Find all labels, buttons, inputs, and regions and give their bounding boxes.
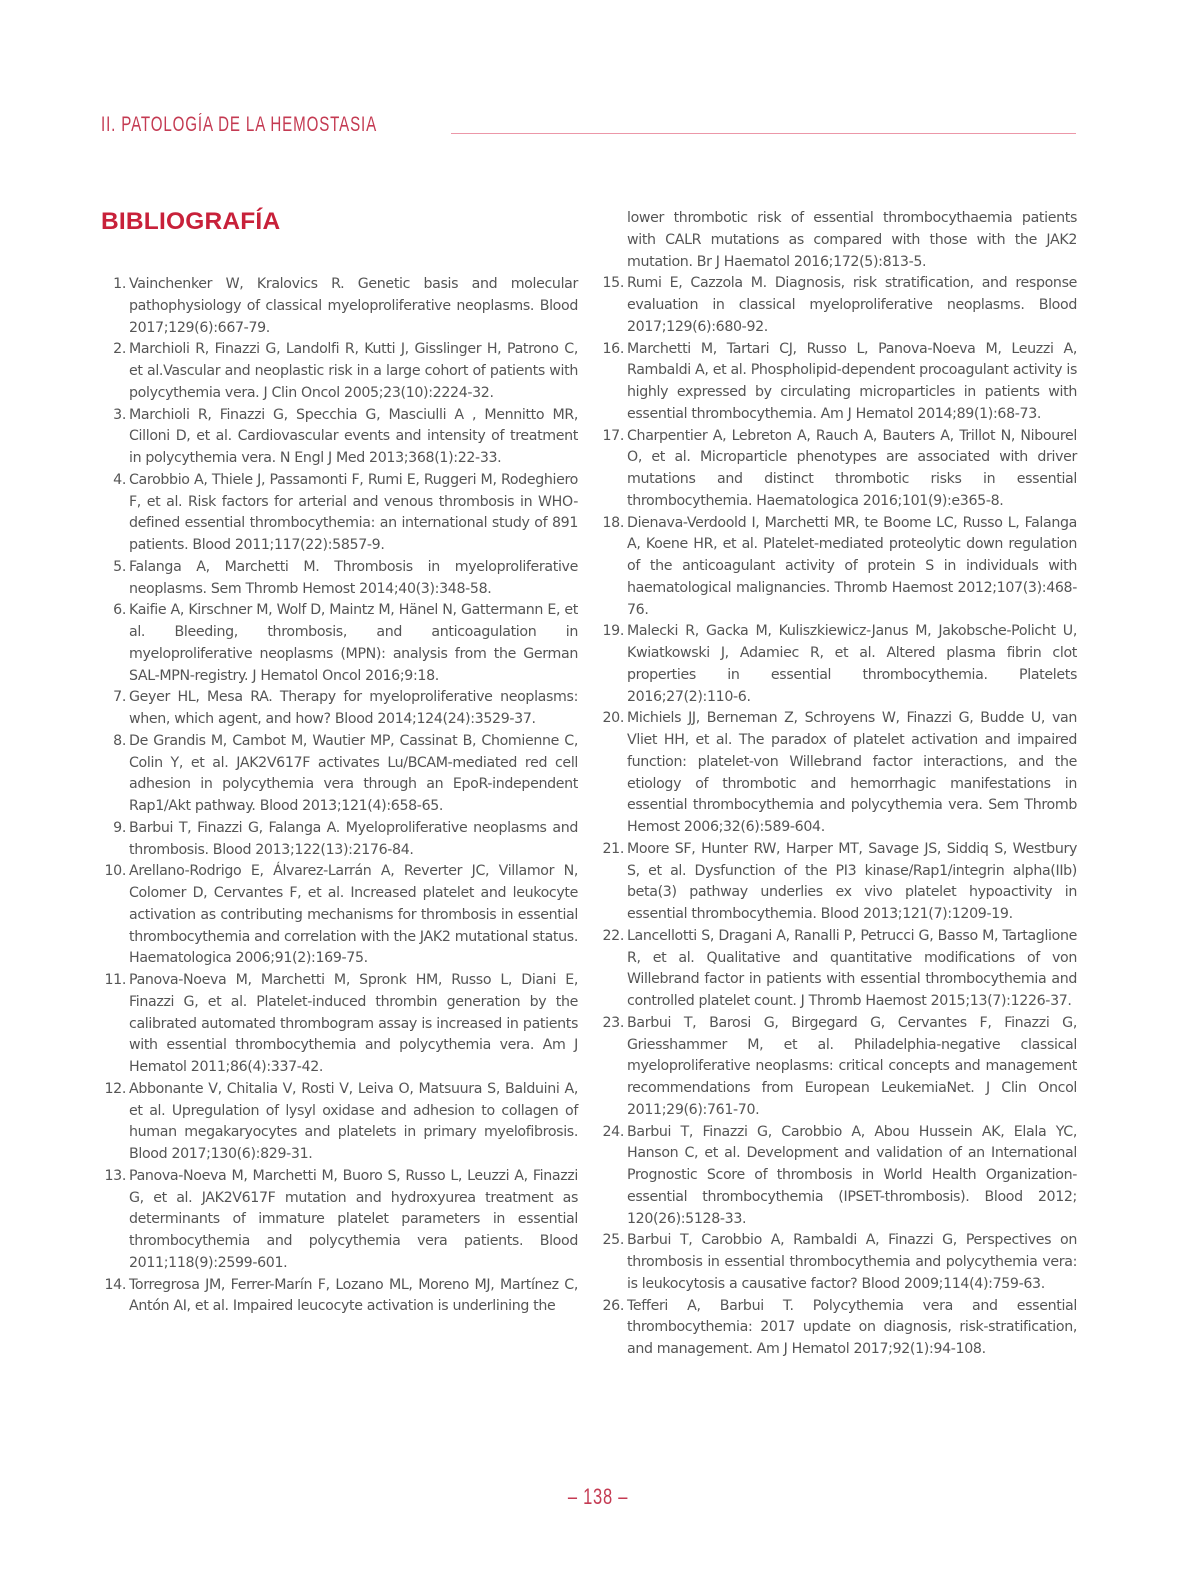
reference-text: Torregrosa JM, Ferrer-Marín F, Lozano ML, Moreno MJ, Martínez C, Antón AI, et al. Impaired leucocyte activation is underlining the <box>129 1276 578 1315</box>
reference-number: 26. <box>602 1297 624 1314</box>
reference-item <box>600 273 1077 338</box>
reference-item <box>600 1230 1077 1295</box>
reference-text: Abbonante V, Chitalia V, Rosti V, Leiva O, Matsuura S, Balduini A, et al. Upregulation of lysyl oxidase and adhesion to collagen of human megakaryocytes and platelets in primary myelofibrosis. Blood 2017;130(6):829-31. <box>129 1080 578 1162</box>
reference-text: Barbui T, Finazzi G, Carobbio A, Abou Hussein AK, Elala YC, Hanson C, et al. Development and validation of an International Prognostic Score of thrombosis in World Health Organization-essential thrombocythemia (IPSET-thrombosis). Blood 2012; 120(26):5128-33. <box>627 1123 1077 1227</box>
reference-text: Charpentier A, Lebreton A, Rauch A, Bauters A, Trillot N, Nibourel O, et al. Microparticle phenotypes are associated with driver mutations and distinct thrombotic risks in essential thrombocythemia. Haematologica 2016;101(9):e365-8. <box>627 427 1077 509</box>
reference-text: Moore SF, Hunter RW, Harper MT, Savage JS, Siddiq S, Westbury S, et al. Dysfunction of the PI3 kinase/Rap1/integrin alpha(IIb) beta(3) pathway underlies ex vivo platelet hypoactivity in essential thrombocythemia. Blood 2013;121(7):1209-19. <box>627 840 1077 922</box>
reference-item <box>102 339 578 404</box>
reference-item <box>600 926 1077 1013</box>
reference-item <box>102 557 578 601</box>
reference-number: 3. <box>113 406 126 423</box>
reference-number: 11. <box>104 972 126 988</box>
reference-number: 15. <box>602 275 624 292</box>
reference-number: 12. <box>104 1080 126 1097</box>
reference-text: Panova-Noeva M, Marchetti M, Spronk HM, Russo L, Diani E, Finazzi G, et al. Platelet-induced thrombin generation by the calibrated automated thrombogram assay is increased in patients with essential thrombocythemia and polycythemia vera. Am J Hematol 2011;86(4):337-42. <box>129 972 578 1075</box>
reference-text: Falanga A, Marchetti M. Thrombosis in myeloproliferative neoplasms. Sem Thromb Hemost 2014;40(3):348-58. <box>129 558 578 597</box>
reference-number: 14. <box>104 1276 126 1293</box>
reference-item <box>102 405 578 470</box>
reference-number: 7. <box>113 689 126 706</box>
reference-number: 2. <box>113 341 126 358</box>
reference-number: 25. <box>602 1232 624 1249</box>
reference-item <box>600 1122 1077 1231</box>
running-header-title: II. PATOLOGÍA DE LA HEMOSTASIA <box>101 113 378 136</box>
reference-text: Barbui T, Finazzi G, Falanga A. Myeloproliferative neoplasms and thrombosis. Blood 2013;122(13):2176-84. <box>129 819 578 858</box>
reference-text: Carobbio A, Thiele J, Passamonti F, Rumi E, Ruggeri M, Rodeghiero F, et al. Risk factors for arterial and venous thrombosis in WHO-defined essential thrombocythemia: an international study of 891 patients. Blood 2011;117(22):5857-9. <box>129 471 578 553</box>
reference-number: 17. <box>602 427 624 444</box>
reference-item <box>102 274 578 339</box>
reference-number: 18. <box>602 514 624 531</box>
reference-item <box>102 818 578 862</box>
reference-item <box>102 1275 578 1319</box>
reference-item <box>600 426 1077 513</box>
reference-number: 6. <box>113 602 126 619</box>
reference-item <box>102 861 578 970</box>
reference-number: 20. <box>602 710 624 727</box>
reference-number: 19. <box>602 623 624 640</box>
page-number: – 138 – <box>567 1484 629 1509</box>
running-header <box>101 112 1076 136</box>
reference-number: 9. <box>113 819 126 836</box>
reference-text: Marchioli R, Finazzi G, Specchia G, Masciulli A , Mennitto MR, Cilloni D, et al. Cardiovascular events and intensity of treatment in polycythemia vera. N Engl J Med 2013;368(1):22-33. <box>129 406 578 466</box>
reference-number: 1. <box>113 276 126 292</box>
reference-text: Panova-Noeva M, Marchetti M, Buoro S, Russo L, Leuzzi A, Finazzi G, et al. JAK2V617F mutation and hydroxyurea treatment as determinants of immature platelet parameters in essential thrombocythemia and polycythemia vera patients. Blood 2011;118(9):2599-601. <box>129 1167 578 1271</box>
reference-text: Barbui T, Barosi G, Birgegard G, Cervantes F, Finazzi G, Griesshammer M, et al. Philadelphia-negative classical myeloproliferative neoplasms: critical concepts and management recommendations from European LeukemiaNet. J Clin Oncol 2011;29(6):761-70. <box>627 1014 1077 1118</box>
reference-text: Kaifie A, Kirschner M, Wolf D, Maintz M, Hänel N, Gattermann E, et al. Bleeding, thrombosis, and anticoagulation in myeloproliferative neoplasms (MPN): analysis from the German SAL-MPN-registry. J Hematol Oncol 2016;9:18. <box>129 602 578 684</box>
reference-item <box>102 687 578 731</box>
reference-text: Lancellotti S, Dragani A, Ranalli P, Petrucci G, Basso M, Tartaglione R, et al. Qualitative and quantitative modifications of von Willebrand factor in patients with essential thrombocythemia and controlled platelet count. J Thromb Haemost 2015;13(7):1226-37. <box>627 927 1077 1009</box>
reference-number: 24. <box>602 1123 624 1140</box>
reference-number: 4. <box>113 471 126 488</box>
references-left-column <box>102 274 578 1318</box>
reference-number: 16. <box>602 340 624 357</box>
reference-number: 22. <box>602 927 624 944</box>
reference-number: 13. <box>104 1167 126 1184</box>
reference-text: Geyer HL, Mesa RA. Therapy for myeloproliferative neoplasms: when, which agent, and how? Blood 2014;124(24):3529-37. <box>129 689 578 727</box>
reference-text: Arellano-Rodrigo E, Álvarez-Larrán A, Reverter JC, Villamor N, Colomer D, Cervantes F, et al. Increased platelet and leukocyte activation as contributing mechanisms for thrombosis in essential thrombocythemia and correlation with the JAK2 mutational status. Haematologica 2006;91(2):169-75. <box>129 863 578 967</box>
reference-text: Rumi E, Cazzola M. Diagnosis, risk stratification, and response evaluation in classical myeloproliferative neoplasms. Blood 2017;129(6):680-92. <box>627 275 1077 335</box>
reference-text: Dienava-Verdoold I, Marchetti MR, te Boome LC, Russo L, Falanga A, Koene HR, et al. Platelet-mediated proteolytic down regulation of the anticoagulant activity of protein S in individuals with haematological malignancies. Thromb Haemost 2012;107(3):468-76. <box>627 514 1077 618</box>
reference-item <box>102 470 578 557</box>
reference-item <box>102 1079 578 1166</box>
reference-number: 23. <box>602 1014 624 1031</box>
reference-text: Barbui T, Carobbio A, Rambaldi A, Finazzi G, Perspectives on thrombosis in essential thrombocythemia and polycythemia vera: is leukocytosis a causative factor? Blood 2009;114(4):759-63. <box>627 1232 1077 1292</box>
reference-text: Marchetti M, Tartari CJ, Russo L, Panova-Noeva M, Leuzzi A, Rambaldi A, et al. Phospholipid-dependent procoagulant activity is highly expressed by circulating microparticles in patients with essential thrombocythemia. Am J Hematol 2014;89(1):68-73. <box>627 340 1077 422</box>
reference-continuation <box>600 208 1077 273</box>
reference-number: 10. <box>104 863 126 880</box>
reference-text: Malecki R, Gacka M, Kuliszkiewicz-Janus M, Jakobsche-Policht U, Kwiatkowski J, Adamiec R, et al. Altered plasma fibrin clot properties in essential thrombocythemia. Platelets 2016;27(2):110-6. <box>627 623 1077 705</box>
reference-number: 8. <box>113 732 126 749</box>
reference-item <box>600 339 1077 426</box>
section-title: BIBLIOGRAFÍA <box>101 208 281 235</box>
reference-text: De Grandis M, Cambot M, Wautier MP, Cassinat B, Chomienne C, Colin Y, et al. JAK2V617F activates Lu/BCAM-mediated red cell adhesion in polycythemia vera through an EpoR-independent Rap1/Akt pathway. Blood 2013;121(4):658-65. <box>129 732 578 814</box>
reference-item <box>600 621 1077 708</box>
header-rule <box>451 133 1076 134</box>
reference-text: Tefferi A, Barbui T. Polycythemia vera and essential thrombocythemia: 2017 update on diagnosis, risk-stratification, and management. Am J Hematol 2017;92(1):94-108. <box>627 1297 1077 1357</box>
reference-item <box>102 1166 578 1275</box>
reference-number: 21. <box>602 840 624 857</box>
reference-text: lower thrombotic risk of essential thrombocythaemia patients with CALR mutations as compared with those with the JAK2 mutation. Br J Haematol 2016;172(5):813-5. <box>627 210 1077 270</box>
reference-item <box>600 708 1077 839</box>
reference-text: Vainchenker W, Kralovics R. Genetic basis and molecular pathophysiology of classical myeloproliferative neoplasms. Blood 2017;129(6):667-79. <box>129 276 578 336</box>
reference-item <box>600 1296 1077 1361</box>
reference-item <box>600 1013 1077 1122</box>
reference-number: 5. <box>113 558 126 575</box>
reference-item <box>600 839 1077 926</box>
reference-item <box>102 731 578 818</box>
reference-item <box>102 600 578 687</box>
references-right-column <box>600 208 1077 1361</box>
reference-text: Michiels JJ, Berneman Z, Schroyens W, Finazzi G, Budde U, van Vliet HH, et al. The paradox of platelet activation and impaired function: platelet-von Willebrand factor interactions, and the etiology of thrombotic and hemorrhagic manifestations in essential thrombocythemia and polycythemia vera. Sem Thromb Hemost 2006;32(6):589-604. <box>627 710 1077 835</box>
reference-item <box>102 970 578 1079</box>
reference-text: Marchioli R, Finazzi G, Landolfi R, Kutti J, Gisslinger H, Patrono C, et al.Vascular and neoplastic risk in a large cohort of patients with polycythemia vera. J Clin Oncol 2005;23(10):2224-32. <box>129 341 578 401</box>
reference-item <box>600 513 1077 622</box>
